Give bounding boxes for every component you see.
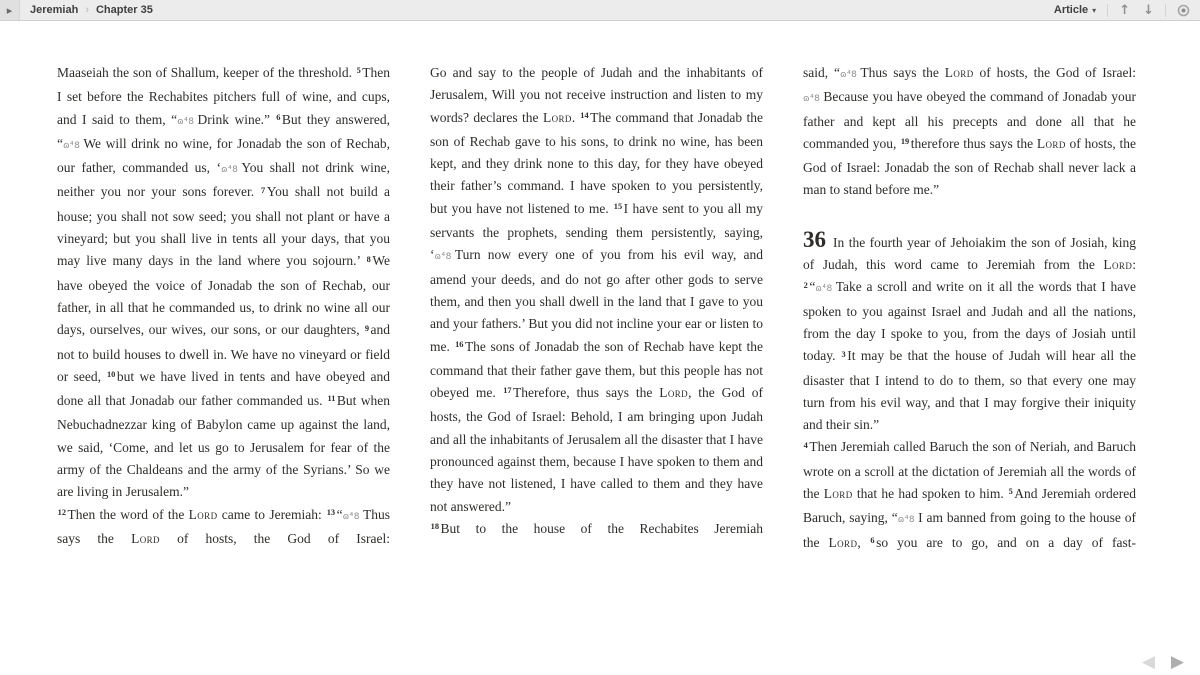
ref-marker-icon[interactable]: ɷ⁴8 bbox=[815, 284, 833, 295]
text-run: Go and say to the people of Judah and the inhabitants of Jerusalem, Will you not receive instruction and listen to my words? declares the bbox=[430, 65, 763, 125]
settings-button[interactable] bbox=[1175, 4, 1192, 17]
breadcrumb-chapter[interactable]: Chapter 35 bbox=[95, 4, 153, 16]
paragraph bbox=[430, 62, 763, 518]
verse-number: 18 bbox=[430, 522, 440, 532]
verse-number: 4 bbox=[803, 440, 808, 450]
text-run: Therefore, thus says the bbox=[513, 385, 660, 401]
text-run: We have obeyed the voice of Jonadab the son of Rechab, our father, in all that he commanded us, to drink no wine all our days, ourselves, our wives, our sons, or our daughters, bbox=[57, 253, 390, 338]
reading-pane bbox=[57, 62, 1136, 630]
text-run: therefore thus says the bbox=[910, 135, 1037, 151]
text-run: The command that Jonadab the son of Rechab gave to his sons, to drink no wine, has been kept, and they drink none to this day, for they have obeyed their father’s command. I have spoken to you persistently, but you have not listened to me. bbox=[430, 109, 763, 216]
text-column-2 bbox=[430, 62, 763, 630]
text-run: Then Jeremiah called Baruch the son of Neriah, and Baruch wrote on a scroll at the dictation of Jeremiah all the words of the bbox=[803, 439, 1136, 502]
text-run: But to the house of the Rechabites Jeremiah bbox=[440, 520, 763, 536]
text-run: of hosts, the God of Israel: bbox=[973, 65, 1136, 80]
settings-icon bbox=[1177, 4, 1190, 17]
verse-number: 3 bbox=[841, 349, 846, 359]
ref-marker-icon[interactable]: ɷ⁴8 bbox=[434, 252, 452, 263]
text-run: Maaseiah the son of Shallum, keeper of the threshold. bbox=[57, 65, 356, 80]
divine-name-smallcaps: Lord bbox=[1103, 257, 1133, 273]
text-run: You shall not build a house; you shall not sow seed; you shall not plant or have a vineyard; but you shall live in tents all your days, that you may live many days in the land where you sojourn.’ bbox=[57, 184, 390, 269]
next-page-icon: ▶ bbox=[1170, 652, 1184, 672]
verse-number: 5 bbox=[356, 66, 361, 76]
text-run: “ bbox=[336, 506, 343, 522]
divine-name-smallcaps: Lord bbox=[659, 385, 689, 401]
verse-number: 6 bbox=[870, 535, 875, 545]
verse-number: 17 bbox=[503, 386, 512, 396]
verse-number: 2 bbox=[803, 280, 808, 290]
scroll-down-button[interactable] bbox=[1141, 4, 1156, 17]
verse-number: 14 bbox=[580, 110, 589, 120]
ref-marker-icon[interactable]: ɷ⁴8 bbox=[177, 116, 195, 127]
text-column-1 bbox=[57, 62, 390, 630]
divine-name-smallcaps: Lord bbox=[828, 534, 858, 550]
view-mode-label: Article bbox=[1053, 4, 1089, 16]
verse-number: 6 bbox=[276, 112, 281, 122]
text-run: of hosts, the God of Israel: bbox=[159, 530, 390, 546]
paragraph bbox=[803, 228, 1136, 437]
text-run: It may be that the house of Judah will hear all the disaster that I intend to do to them, so that every one may turn from his evil way, and that I may forgive their iniquity and their sin.” bbox=[803, 348, 1136, 433]
ref-marker-icon[interactable]: ɷ⁴8 bbox=[342, 511, 360, 522]
ref-marker-icon[interactable]: ɷ⁴8 bbox=[221, 165, 239, 176]
breadcrumb-separator: › bbox=[85, 4, 89, 16]
sidebar-toggle-button[interactable] bbox=[0, 0, 20, 20]
text-run: Drink wine.” bbox=[197, 111, 276, 127]
text-run: , the God of hosts, the God of Israel: Behold, I am bringing upon Judah and all the inhabitants of Jerusalem all the disaster that I have pronounced against them, because I have spoken to them and they have not listened, I have called to them and they have not answered.” bbox=[430, 385, 763, 514]
text-run: And Jeremiah ordered Baruch, saying, “ bbox=[803, 486, 1136, 526]
verse-number: 13 bbox=[326, 507, 336, 517]
verse-number: 7 bbox=[261, 185, 266, 195]
text-run: Thus says the bbox=[57, 506, 390, 546]
text-run: The sons of Jonadab the son of Rechab have kept the command that their father gave them, but this people has not obeyed me. bbox=[430, 338, 763, 401]
sidebar-expand-icon: ▸ bbox=[6, 3, 13, 17]
verse-number: 10 bbox=[106, 370, 116, 380]
chapter-number: 36 bbox=[803, 226, 826, 252]
text-column-3 bbox=[803, 62, 1136, 630]
text-run: Then I set before the Rechabites pitchers full of wine, and cups, and I said to them, “ bbox=[57, 65, 390, 127]
ref-marker-icon[interactable]: ɷ⁴8 bbox=[63, 140, 81, 151]
text-run: Take a scroll and write on it all the words that I have spoken to you against Israel and Judah and all the nations, from the day I spoke to you, from the days of Josiah until today. bbox=[803, 279, 1136, 364]
verse-number: 5 bbox=[1008, 487, 1013, 497]
text-run: “ bbox=[809, 279, 816, 295]
view-mode-dropdown[interactable] bbox=[1052, 4, 1098, 16]
ref-marker-icon[interactable]: ɷ⁴8 bbox=[803, 94, 821, 105]
previous-page-icon: ◀ bbox=[1141, 652, 1155, 672]
breadcrumb-book[interactable]: Jeremiah bbox=[30, 4, 79, 16]
text-run: I am banned from going to the house of the bbox=[803, 510, 1136, 550]
verse-number: 19 bbox=[900, 137, 910, 147]
paragraph bbox=[803, 62, 1136, 202]
paragraph bbox=[803, 436, 1136, 555]
arrow-up-icon: ↑ bbox=[1119, 2, 1131, 18]
ref-marker-icon[interactable]: ɷ⁴8 bbox=[897, 515, 916, 526]
text-run: You shall not drink wine, neither you nor your sons forever. bbox=[57, 160, 390, 200]
next-page-button[interactable] bbox=[1171, 654, 1184, 671]
text-run: We will drink no wine, for Jonadab the son of Rechab, our father, commanded us, ‘ bbox=[57, 135, 390, 176]
text-run: : bbox=[1132, 257, 1136, 273]
verse-number: 9 bbox=[364, 323, 369, 333]
divine-name-smallcaps: Lord bbox=[131, 530, 160, 546]
verse-number: 15 bbox=[613, 202, 623, 212]
paragraph bbox=[57, 504, 390, 551]
verse-number: 16 bbox=[455, 339, 464, 349]
scroll-up-button[interactable] bbox=[1117, 4, 1132, 17]
ref-marker-icon[interactable]: ɷ⁴8 bbox=[840, 70, 858, 80]
text-run: I have sent to you all my servants the prophets, sending them persistently, saying, ‘ bbox=[430, 200, 763, 263]
text-run: Because you have obeyed the command of Jonadab your father and kept all his precepts and done all that he commanded you, bbox=[803, 89, 1136, 151]
verse-number: 12 bbox=[57, 507, 67, 517]
text-run: but we have lived in tents and have obeyed and done all that Jonadab our father commanded us. bbox=[57, 368, 390, 409]
toolbar-right-group bbox=[1052, 0, 1200, 20]
text-run: so you are to go, and on a day of fast- bbox=[876, 534, 1136, 550]
verse-number: 8 bbox=[366, 254, 371, 264]
divine-name-smallcaps: Lord bbox=[823, 486, 853, 502]
chevron-down-icon: ▾ bbox=[1092, 5, 1097, 15]
divine-name-smallcaps: Lord bbox=[188, 506, 218, 522]
previous-page-button[interactable] bbox=[1142, 654, 1155, 671]
text-run: But they answered, “ bbox=[57, 111, 390, 151]
text-run: Thus says the bbox=[860, 65, 945, 80]
text-run: Then the word of the bbox=[67, 506, 189, 522]
arrow-down-icon: ↓ bbox=[1143, 2, 1154, 18]
divine-name-smallcaps: Lord bbox=[1036, 135, 1066, 151]
text-run: , bbox=[857, 534, 870, 550]
text-run: said, “ bbox=[803, 65, 840, 80]
text-run: that he had spoken to him. bbox=[852, 486, 1008, 502]
divine-name-smallcaps: Lord bbox=[944, 65, 974, 80]
text-run: came to Jeremiah: bbox=[217, 506, 327, 522]
text-run: Turn now every one of you from his evil way, and amend your deeds, and do not go after other gods to serve them, and then you shall dwell in the land that I gave to you and your fathers.’ But you did not incline your ear or listen to me. bbox=[430, 247, 763, 354]
toolbar-divider bbox=[1107, 4, 1108, 17]
text-run: In the fourth year of Jehoiakim the son of Josiah, king of Judah, this word came to Jeremiah from the bbox=[803, 234, 1136, 273]
toolbar bbox=[0, 0, 1200, 21]
divine-name-smallcaps: Lord bbox=[542, 109, 572, 125]
paragraph bbox=[430, 518, 763, 542]
page-navigation bbox=[1142, 654, 1184, 671]
text-run: of hosts, the God of Israel: Jonadab the son of Rechab shall never lack a man to stand before me.” bbox=[803, 135, 1136, 198]
text-run: . bbox=[571, 109, 580, 125]
verse-number: 11 bbox=[327, 394, 336, 404]
text-run: and not to build houses to dwell in. We have no vineyard or field or seed, bbox=[57, 322, 390, 384]
text-run: But when Nebuchadnezzar king of Babylon came up against the land, we said, ‘Come, and let us go to Jerusalem for fear of the army of the Chaldeans and the army of the Syrians.’ So we are living in Jerusalem.” bbox=[57, 393, 390, 500]
breadcrumb bbox=[30, 4, 153, 16]
toolbar-divider bbox=[1165, 4, 1166, 17]
paragraph bbox=[57, 62, 390, 504]
